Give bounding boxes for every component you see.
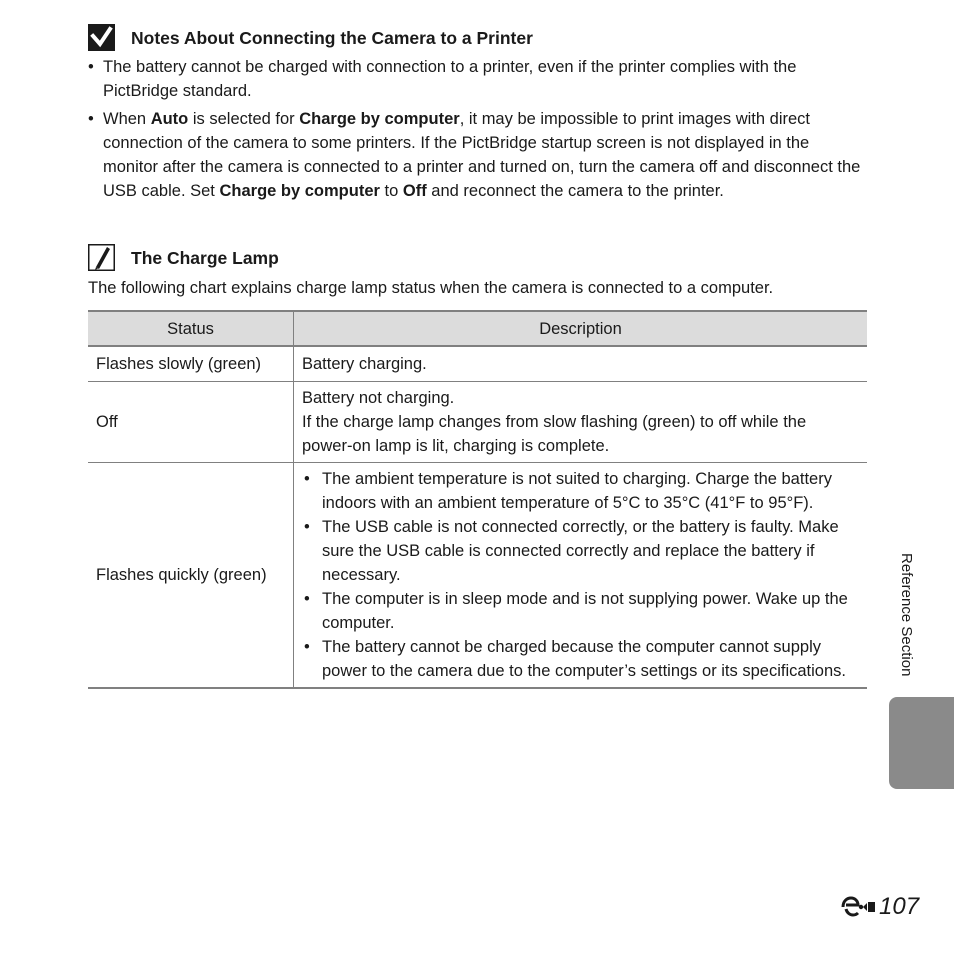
lamp-title: The Charge Lamp <box>131 247 279 268</box>
auto-term: Auto <box>150 110 189 128</box>
pencil-icon <box>88 244 115 271</box>
note-item: • The battery cannot be charged with connection to a printer, even if the printer complies with the PictBridge standard. <box>88 55 868 103</box>
table-row <box>88 346 867 382</box>
list-item: • The USB cable is not connected correctly, or the battery is faulty. Make sure the USB cable is connected correctly and replace the battery if necessary. <box>302 515 859 587</box>
checkmark-icon <box>88 24 115 51</box>
charge-by-computer-term: Charge by computer <box>299 110 460 128</box>
status-cell: Flashes quickly (green) <box>88 463 294 689</box>
section-side-label: Reference Section <box>898 553 915 677</box>
charge-by-computer-term: Charge by computer <box>219 182 380 200</box>
lamp-intro: The following chart explains charge lamp status when the camera is connected to a computer. <box>88 279 774 297</box>
status-cell: Off <box>88 382 294 463</box>
notes-heading <box>88 24 533 51</box>
charge-lamp-table <box>88 310 867 689</box>
table-header-row <box>88 311 867 346</box>
status-cell: Flashes slowly (green) <box>88 346 294 382</box>
description-header: Description <box>294 311 868 346</box>
description-cell: Battery charging. <box>294 346 868 382</box>
list-item: • The ambient temperature is not suited to charging. Charge the battery indoors with an ambient temperature of 5°C to 35°C (41°F to 95°F). <box>302 467 859 515</box>
e-section-icon <box>841 896 877 918</box>
page-number <box>841 893 919 921</box>
table-row <box>88 382 867 463</box>
notes-title: Notes About Connecting the Camera to a Printer <box>131 27 533 48</box>
lamp-heading <box>88 244 279 271</box>
cause-list <box>302 467 859 683</box>
description-cell <box>294 463 868 689</box>
list-item: • The battery cannot be charged because the computer cannot supply power to the camera due to the computer’s settings or its specifications. <box>302 635 859 683</box>
note-item: • When Auto is selected for Charge by computer, it may be impossible to print images with direct connection of the camera to some printers. If the PictBridge startup screen is not displayed in the monitor after the camera is connected to a printer and turned on, turn the camera off and disconnect the USB cable. Set Charge by computer to Off and reconnect the camera to the printer. <box>88 107 868 203</box>
off-term: Off <box>402 182 427 200</box>
table-row <box>88 463 867 689</box>
status-header: Status <box>88 311 294 346</box>
section-tab <box>889 697 954 789</box>
notes-list <box>88 55 868 207</box>
list-item: • The computer is in sleep mode and is not supplying power. Wake up the computer. <box>302 587 859 635</box>
description-cell: Battery not charging. If the charge lamp changes from slow flashing (green) to off while the power-on lamp is lit, charging is complete. <box>294 382 868 463</box>
page-number-text: 107 <box>879 893 920 920</box>
